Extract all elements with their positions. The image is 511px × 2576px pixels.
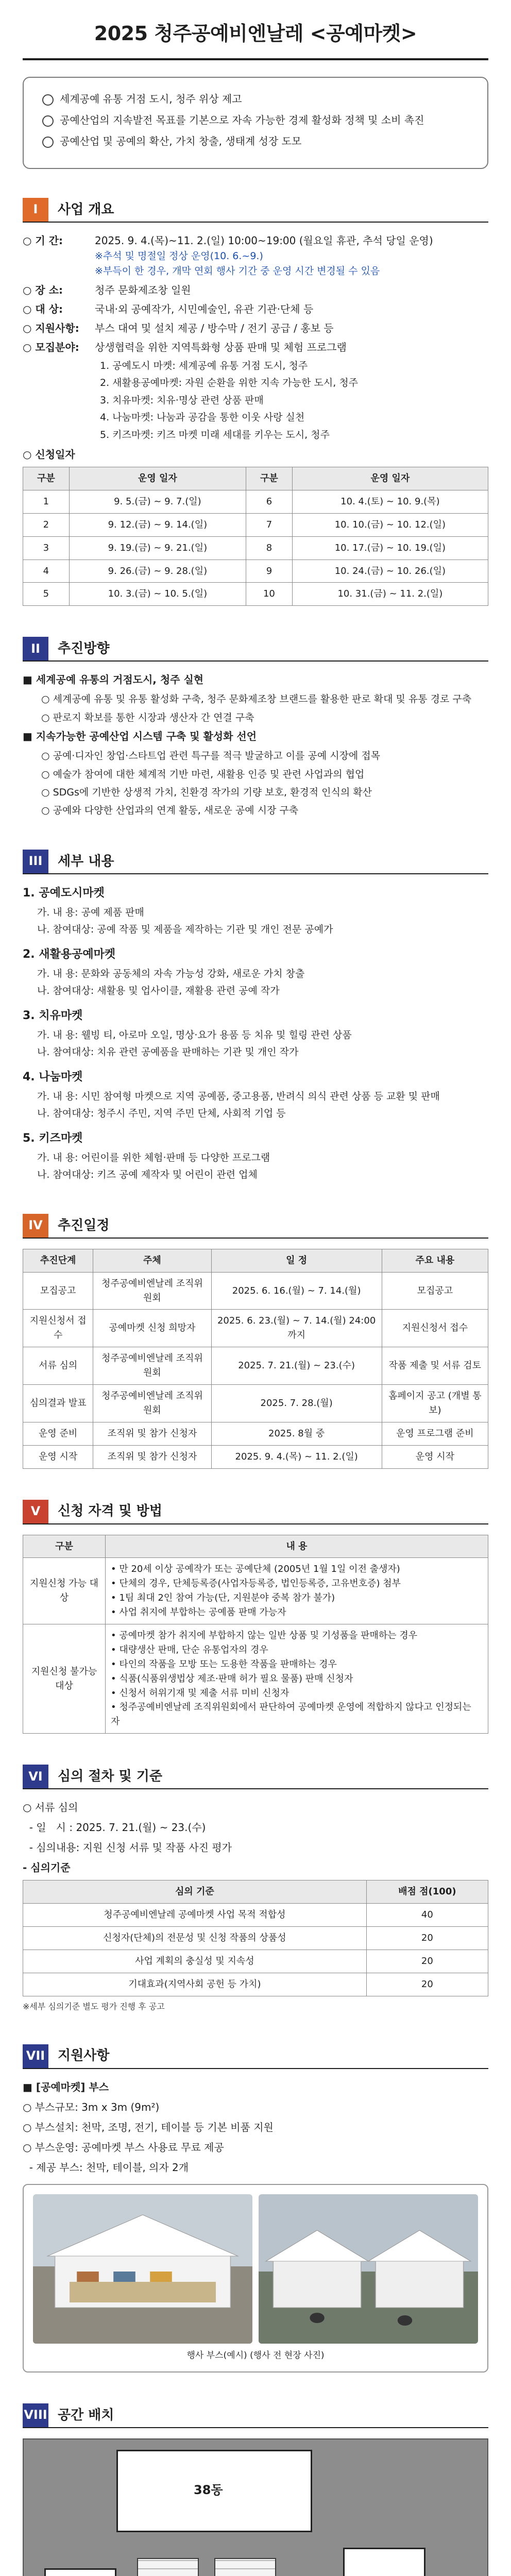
row-label: ○ 기 간:: [23, 234, 63, 247]
table-cell: 9: [246, 560, 293, 583]
business-line: 가. 내 용: 문화와 공동체의 자속 가능성 강화, 새로운 가치 창출: [37, 968, 305, 979]
photo-caption: 행사 부스(예시) (행사 전 현장 사진): [186, 2350, 325, 2361]
table-row: [23, 490, 488, 513]
table-cell: 9. 5.(금) ~ 9. 7.(일): [69, 490, 246, 513]
table-body: [23, 1558, 488, 1734]
section-title: 지원사항: [58, 2048, 110, 2064]
row-value: [95, 340, 488, 355]
table-cell: 20: [366, 1950, 488, 1973]
section-header: [23, 850, 488, 874]
direction-item: ○ 세계공예 유통 및 유통 활성화 구축, 청주 문화제조창 브랜드를 활용한 판로 확대 및 유통 경로 구축: [41, 693, 472, 705]
section-title: 세부 내용: [58, 853, 114, 869]
table-header-cell: 내 용: [106, 1535, 488, 1558]
section-title: 추진일정: [58, 1217, 110, 1233]
business-line: 나. 참여대상: 청주시 주민, 지역 주민 단체, 사회적 기업 등: [37, 1108, 286, 1120]
table-row: [23, 1950, 488, 1973]
section-details: [23, 850, 488, 1183]
venue-map: [23, 2438, 488, 2576]
table-cell: 10. 4.(토) ~ 10. 9.(목): [292, 490, 488, 513]
overview-rows: [23, 233, 488, 355]
table-header-row: [23, 1249, 488, 1272]
eligibility-item: • 1팀 최대 2인 참여 가능(단, 지원분야 중복 참가 불가): [111, 1592, 335, 1604]
building-37: [44, 2568, 116, 2576]
table-header-cell: 운영 일자: [69, 467, 246, 490]
table-cell: 2025. 8월 중: [211, 1422, 382, 1445]
support-line: ○ 부스규모: 3m x 3m (9m²): [23, 2100, 160, 2113]
booth-photo-1: [33, 2194, 252, 2344]
section-number: III: [23, 850, 48, 873]
section-header: [23, 1765, 488, 1789]
table-cell: 청주공예비엔날레 조직위원회: [93, 1347, 211, 1385]
eligibility-item: • 단체의 경우, 단체등록증(사업자등록증, 법인등록증, 고유번호증) 첨부: [111, 1578, 401, 1589]
table-cell: 10. 17.(금) ~ 10. 19.(일): [292, 536, 488, 560]
intro-item: 공예산업 및 공예의 확산, 가치 창출, 생태계 성장 도모: [39, 133, 472, 149]
table-cell: 1: [23, 490, 70, 513]
section-header: [23, 2403, 488, 2428]
schedule-table: [23, 467, 488, 606]
table-header-cell: 운영 일자: [292, 467, 488, 490]
section-title: 심의 절차 및 기준: [58, 1769, 162, 1785]
criteria-title: - 심의기준: [23, 1861, 71, 1874]
section-overview: [23, 198, 488, 606]
table-header-cell: 구분: [246, 467, 293, 490]
direction-head: ■ 지속가능한 공예산업 시스템 구축 및 활성화 선언: [23, 730, 257, 743]
direction-list: [23, 672, 488, 819]
business-list: [23, 885, 488, 1183]
row-value-text: 부스 대여 및 설치 제공 / 방수막 / 전기 공급 / 홍보 등: [95, 321, 334, 334]
section-header: [23, 198, 488, 223]
section-title: 사업 개요: [58, 201, 114, 217]
table-cell: 조직위 및 참가 신청자: [93, 1422, 211, 1445]
support-line: ■ [공예마켓] 부스: [23, 2080, 109, 2093]
eligibility-item: • 청주공예비엔날레 조직위원회에서 판단하여 공예마켓 운영에 적합하지 않다고 인정되는 자: [111, 1702, 471, 1727]
business-title: 2. 새활용공예마켓: [23, 947, 116, 961]
section-header: [23, 637, 488, 662]
review-line: ○ 서류 심의: [23, 1801, 78, 1814]
booth-photo-2: [259, 2194, 478, 2344]
intro-box: [23, 77, 488, 169]
table-cell: 운영 프로그램 준비: [382, 1422, 488, 1445]
page-title: 2025 청주공예비엔날레 <공예마켓>: [23, 19, 488, 60]
table-cell: 모집공고: [23, 1272, 93, 1310]
table-cell: 심의결과 발표: [23, 1385, 93, 1422]
table-cell: 9. 19.(금) ~ 9. 21.(일): [69, 536, 246, 560]
row-value-text: 2025. 9. 4.(목)~11. 2.(일) 10:00~19:00 (월요일 휴관, 추석 당일 운영): [95, 234, 433, 247]
table-cell: 2025. 7. 28.(월): [211, 1385, 382, 1422]
section-title: 공간 배치: [58, 2407, 114, 2423]
table-cell: 20: [366, 1927, 488, 1950]
section-header: [23, 2044, 488, 2069]
table-cell: 2025. 9. 4.(목) ~ 11. 2.(일): [211, 1445, 382, 1468]
row-value: [95, 233, 488, 279]
tent-area-2: [214, 2558, 276, 2576]
overview-row: [23, 282, 488, 298]
business-title: 4. 나눔마켓: [23, 1070, 83, 1083]
table-cell: 5: [23, 583, 70, 606]
table-cell: 9. 26.(금) ~ 9. 28.(일): [69, 560, 246, 583]
table-cell: 청주공예비엔날레 조직위원회: [93, 1272, 211, 1310]
table-cell: 기대효과(지역사회 공헌 등 가치): [23, 1973, 367, 1996]
table-row: [23, 1904, 488, 1927]
table-cell: 8: [246, 536, 293, 560]
table-cell: 20: [366, 1973, 488, 1996]
building-35: [343, 2548, 425, 2576]
table-header-cell: 주요 내용: [382, 1249, 488, 1272]
review-line: - 일 시 : 2025. 7. 21.(월) ~ 23.(수): [23, 1821, 206, 1834]
row-value: [95, 301, 488, 317]
table-row: [23, 1310, 488, 1347]
table-cell: 모집공고: [382, 1272, 488, 1310]
table-cell: 운영 시작: [382, 1445, 488, 1468]
section-number: VI: [23, 1765, 48, 1788]
eligibility-item: • 신청서 허위기재 및 제출 서류 미비 신청자: [111, 1687, 289, 1699]
table-cell: 조직위 및 참가 신청자: [93, 1445, 211, 1468]
row-value-note: ※추석 및 명절일 정상 운영(10. 6.~9.) ※부득이 한 경우, 개막 연회 행사 기간 중 운영 시간 변경될 수 있음: [95, 250, 380, 277]
eligibility-item: • 공예마켓 참가 취지에 부합하지 않는 일반 상품 및 기성품을 판매하는 경우: [111, 1630, 418, 1641]
overview-row: [23, 301, 488, 317]
table-cell: 서류 심의: [23, 1347, 93, 1385]
row-label: ○ 장 소:: [23, 283, 63, 296]
schedule-title: ○ 신청일자: [23, 448, 75, 461]
photo-row: [33, 2194, 478, 2344]
section-number: V: [23, 1500, 48, 1523]
review-lines: [23, 1800, 488, 1856]
table-cell: 10. 31.(금) ~ 11. 2.(일): [292, 583, 488, 606]
table-header-cell: 구분: [23, 1535, 106, 1558]
table-header-row: [23, 1535, 488, 1558]
direction-item: ○ 공예와 다양한 산업과의 연계 활동, 새로운 공예 시장 구축: [41, 805, 299, 817]
direction-item: ○ 공예·디자인 창업·스타트업 관련 특구를 적극 발굴하고 이를 공예 시장에 접목: [41, 750, 381, 762]
table-cell: 40: [366, 1904, 488, 1927]
business-line: 나. 참여대상: 새활용 및 업사이클, 재활용 관련 공예 작가: [37, 985, 280, 997]
schedule-plan-table: [23, 1249, 488, 1469]
section-schedule: [23, 1214, 488, 1469]
table-cell: 2: [23, 513, 70, 536]
overview-row: [23, 233, 488, 279]
table-header-cell: 심의 기준: [23, 1880, 367, 1904]
table-row: [23, 1624, 488, 1734]
table-row: [23, 1558, 488, 1624]
table-cell: 6: [246, 490, 293, 513]
table-cell: 지원신청 가능 대상: [23, 1558, 106, 1624]
table-row: [23, 1422, 488, 1445]
table-cell: 홈페이지 공고 (개별 통보): [382, 1385, 488, 1422]
table-row: [23, 1973, 488, 1996]
section-review: [23, 1765, 488, 2013]
table-cell: 작품 제출 및 서류 검토: [382, 1347, 488, 1385]
row-value: [95, 282, 488, 298]
review-line: - 심의내용: 지원 신청 서류 및 작품 사진 평가: [23, 1841, 232, 1854]
section-number: II: [23, 637, 48, 660]
table-body: [23, 1904, 488, 1996]
business-title: 3. 치유마켓: [23, 1009, 83, 1022]
eligibility-item: • 타인의 작품을 모방 또는 도용한 작품을 판매하는 경우: [111, 1658, 337, 1670]
eligibility-item: • 만 20세 이상 공예작가 또는 공예단체 (2005년 1월 1일 이전 출생자): [111, 1564, 400, 1575]
table-header-row: [23, 1880, 488, 1904]
section-layout: [23, 2403, 488, 2576]
table-cell: 2025. 6. 16.(월) ~ 7. 14.(월): [211, 1272, 382, 1310]
section-eligibility: [23, 1500, 488, 1734]
table-cell-list: [106, 1558, 488, 1624]
table-row: [23, 583, 488, 606]
table-cell: 운영 시작: [23, 1445, 93, 1468]
section-support: [23, 2044, 488, 2372]
table-row: [23, 1385, 488, 1422]
section-title: 추진방향: [58, 641, 110, 657]
direction-item: ○ SDGs에 기반한 상생적 가치, 친환경 작가의 기량 보호, 환경적 인식의 확산: [41, 787, 372, 799]
business-line: 나. 참여대상: 키즈 공예 제작자 및 어린이 관련 업체: [37, 1169, 258, 1181]
intro-item: 공예산업의 지속발전 목표를 기본으로 자속 가능한 경제 활성화 정책 및 소비 촉진: [39, 112, 472, 128]
table-cell: 10. 10.(금) ~ 10. 12.(일): [292, 513, 488, 536]
table-row: [23, 1272, 488, 1310]
table-row: [23, 513, 488, 536]
field-item: 2. 새활용공예마켓: 자원 순환을 위한 지속 가능한 도시, 청주: [100, 377, 359, 389]
business-title: 5. 키즈마켓: [23, 1131, 83, 1145]
direction-item: ○ 판로지 확보를 통한 시장과 생산자 간 연결 구축: [41, 711, 254, 723]
table-row: [23, 1347, 488, 1385]
table-cell: 4: [23, 560, 70, 583]
table-cell: 신청자(단체)의 전문성 및 신청 작품의 상품성: [23, 1927, 367, 1950]
row-label: ○ 모집분야:: [23, 341, 79, 353]
table-cell: 10. 3.(금) ~ 10. 5.(일): [69, 583, 246, 606]
booth-label-38: 38동: [194, 2482, 223, 2497]
intro-item: 세계공예 유통 거점 도시, 청주 위상 제고: [39, 91, 472, 107]
criteria-table: [23, 1880, 488, 1996]
table-row: [23, 560, 488, 583]
table-cell-list: [106, 1624, 488, 1734]
section-header: [23, 1214, 488, 1239]
table-header-cell: 구분: [23, 467, 70, 490]
table-cell: 9. 12.(금) ~ 9. 14.(일): [69, 513, 246, 536]
table-cell: 7: [246, 513, 293, 536]
table-cell: 지원신청서 접수: [382, 1310, 488, 1347]
criteria-note: ※세부 심의기준 별도 평가 진행 후 공고: [23, 2001, 165, 2011]
row-value-text: 상생협력을 위한 지역특화형 상품 판매 및 체험 프로그램: [95, 341, 347, 353]
table-header-cell: 일 정: [211, 1249, 382, 1272]
table-cell: 10. 24.(금) ~ 10. 26.(일): [292, 560, 488, 583]
table-cell: 지원신청 불가능 대상: [23, 1624, 106, 1734]
overview-row: [23, 320, 488, 336]
eligibility-item: • 사업 취지에 부합하는 공예품 판매 가능자: [111, 1607, 286, 1618]
table-cell: 청주공예비엔날레 조직위원회: [93, 1385, 211, 1422]
table-body: [23, 1272, 488, 1468]
section-header: [23, 1500, 488, 1524]
table-cell: 공예마켓 신청 희망자: [93, 1310, 211, 1347]
support-line: ○ 부스운영: 공예마켓 부스 사용료 무료 제공: [23, 2141, 224, 2154]
section-direction: [23, 637, 488, 819]
section-number: I: [23, 198, 48, 222]
row-label: ○ 대 상:: [23, 302, 63, 315]
table-cell: 운영 준비: [23, 1422, 93, 1445]
table-header-cell: 추진단계: [23, 1249, 93, 1272]
table-cell: 사업 계획의 충실성 및 지속성: [23, 1950, 367, 1973]
table-cell: 3: [23, 536, 70, 560]
table-header-row: [23, 467, 488, 490]
direction-head: ■ 세계공예 유통의 거점도시, 청주 실현: [23, 673, 204, 686]
table-header-cell: 배점 점(100): [366, 1880, 488, 1904]
table-body: [23, 490, 488, 605]
field-item: 4. 나눔마켓: 나눔과 공감을 통한 이웃 사랑 실천: [100, 412, 305, 423]
field-item: 3. 치유마켓: 치유·명상 관련 상품 판매: [100, 394, 264, 406]
field-list: [23, 359, 488, 443]
business-line: 나. 참여대상: 치유 관련 공예품을 판매하는 기관 및 개인 작가: [37, 1046, 299, 1058]
row-value-text: 국내·외 공예작가, 시민예술인, 유관 기관·단체 등: [95, 302, 314, 315]
overview-row: [23, 340, 488, 355]
tent-area-1: [137, 2558, 199, 2576]
table-row: [23, 1927, 488, 1950]
field-item: 1. 공예도시 마켓: 세계공예 유통 거점 도시, 청주: [100, 360, 308, 371]
table-cell: 청주공예비엔날레 공예마켓 사업 목적 적합성: [23, 1904, 367, 1927]
business-line: 가. 내 용: 공예 제품 판매: [37, 907, 144, 919]
table-cell: 2025. 6. 23.(월) ~ 7. 14.(월) 24:00까지: [211, 1310, 382, 1347]
table-row: [23, 1445, 488, 1468]
direction-item: ○ 예술가 참여에 대한 체계적 기반 마련, 새활용 인증 및 관련 사업과의 협업: [41, 768, 365, 780]
booth-photo-box: [23, 2184, 488, 2372]
business-line: 가. 내 용: 어린이를 위한 체험·판매 등 다양한 프로그램: [37, 1151, 270, 1163]
table-row: [23, 536, 488, 560]
business-line: 나. 참여대상: 공예 작품 및 제품을 제작하는 기관 및 개인 전문 공예가: [37, 924, 333, 936]
eligibility-table: [23, 1535, 488, 1734]
table-cell: 지원신청서 접수: [23, 1310, 93, 1347]
row-value: [95, 320, 488, 336]
row-value-text: 청주 문화제조창 일원: [95, 283, 191, 296]
business-line: 가. 내 용: 시민 참여형 마켓으로 지역 공예품, 중고용품, 반려식 의식 관련 상품 등 교환 및 판매: [37, 1090, 440, 1102]
section-number: VII: [23, 2044, 48, 2068]
business-title: 1. 공예도시마켓: [23, 886, 105, 900]
section-number: IV: [23, 1214, 48, 1238]
section-number: VIII: [23, 2403, 48, 2427]
eligibility-item: • 식품(식품위생법상 제조·판매 허가 필요 물품) 판매 신청자: [111, 1673, 353, 1684]
field-item: 5. 키즈마켓: 키즈 마켓 미래 세대를 키우는 도시, 청주: [100, 429, 330, 440]
row-label: ○ 지원사항:: [23, 321, 79, 334]
support-line: - 제공 부스: 천막, 테이블, 의자 2개: [23, 2161, 189, 2174]
table-cell: 2025. 7. 21.(월) ~ 23.(수): [211, 1347, 382, 1385]
business-line: 가. 내 용: 웰빙 티, 아로마 오일, 명상·요가 용품 등 치유 및 힐링 관련 상품: [37, 1029, 352, 1041]
section-title: 신청 자격 및 방법: [58, 1503, 162, 1519]
support-lines: [23, 2079, 488, 2176]
support-line: ○ 부스설치: 천막, 조명, 전기, 테이블 등 기본 비품 지원: [23, 2121, 274, 2133]
table-header-cell: 주체: [93, 1249, 211, 1272]
table-cell: 10: [246, 583, 293, 606]
eligibility-item: • 대량생산 판매, 단순 유통업자의 경우: [111, 1644, 268, 1655]
